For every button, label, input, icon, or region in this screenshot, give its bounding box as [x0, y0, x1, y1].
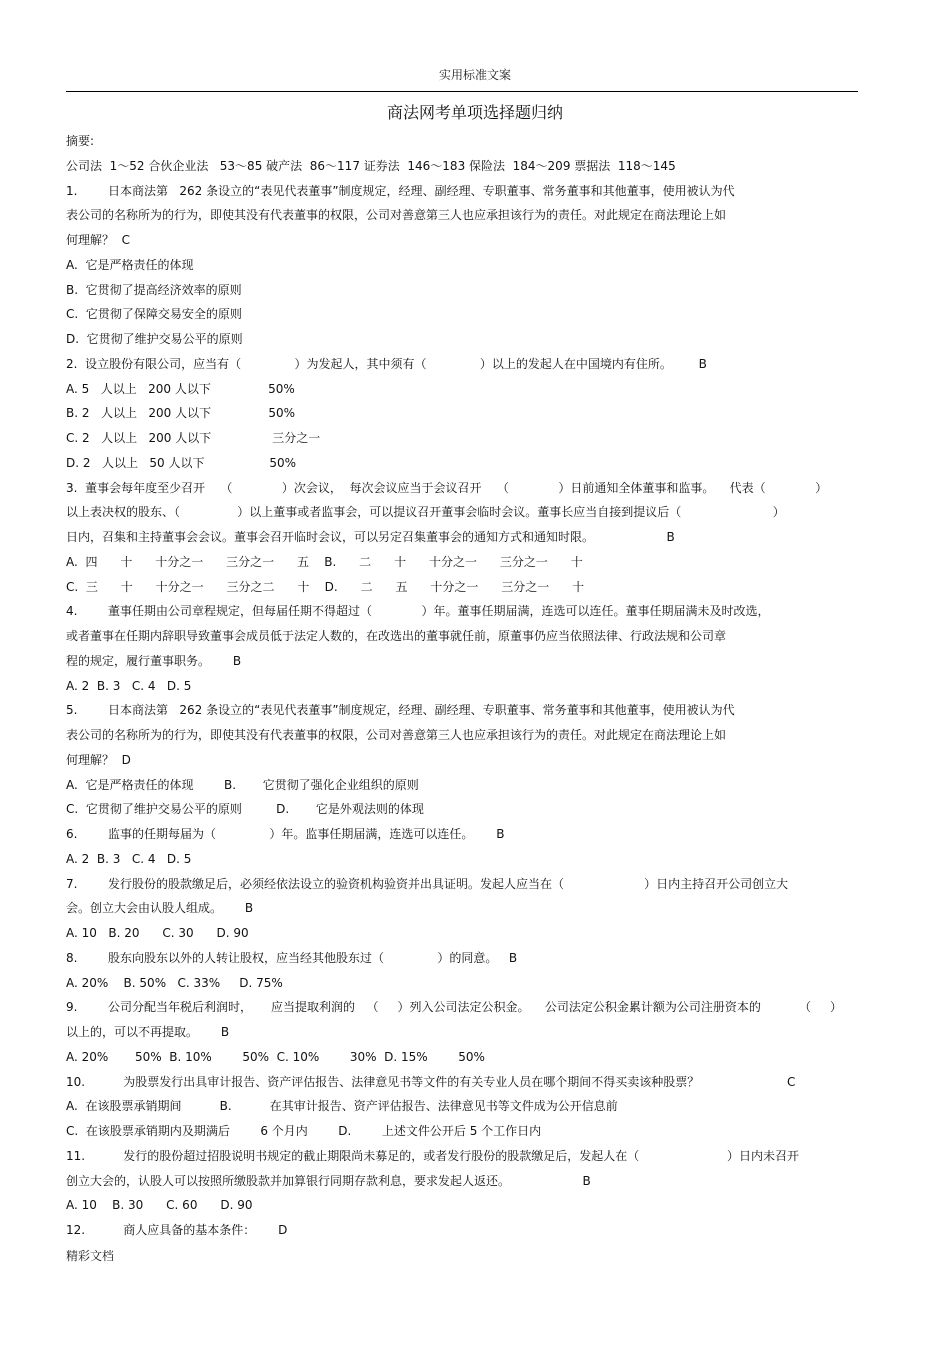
text-line: 表公司的名称所为的行为，即使其没有代表董事的权限，公司对善意第三人也应承担该行为的责任。对此规定在商法理论上如 — [66, 208, 727, 223]
text-line: 8. 股东向股东以外的人转让股权，应当经其他股东过（ ）的同意。 B — [66, 950, 518, 965]
text-line: A. 10 B. 20 C. 30 D. 90 — [66, 926, 249, 940]
text-line: 程的规定，履行董事职务。 B — [66, 653, 242, 668]
text-line: 公司法 1～52 合伙企业法 53～85 破产法 86～117 证券法 146～183 保险法 184～209 票据法 118～145 — [66, 158, 676, 173]
text-line: 11. 发行的股份超过招股说明书规定的截止期限尚未募足的，或者发行股份的股款缴足后，发起人在（ ）日内未召开 — [66, 1148, 799, 1163]
text-line: D. 它贯彻了维护交易公平的原则 — [66, 332, 243, 346]
text-line: B. 它贯彻了提高经济效率的原则 — [66, 282, 242, 297]
text-line: 以上的，可以不再提取。 B — [66, 1025, 230, 1039]
text-line: 以上表决权的股东、（ ）以上董事或者监事会，可以提议召开董事会临时会议。董事长应当自接到提议后（ ） — [66, 505, 785, 520]
text-line: 创立大会的，认股人可以按照所缴股款并加算银行同期存款利息，要求发起人返还。 B — [66, 1173, 591, 1188]
text-line: 9. 公司分配当年税后利润时， 应当提取利润的 （ ）列入公司法定公积金。 公司法定公积金累计额为公司注册资本的 （ ） — [66, 1000, 843, 1015]
running-footer: 精彩文档 — [66, 1249, 115, 1263]
text-line: C. 在该股票承销期内及期满后 6 个月内 D. 上述文件公开后 5 个工作日内 — [66, 1124, 542, 1138]
text-line: A. 2 B. 3 C. 4 D. 5 — [66, 678, 192, 693]
text-line: 10. 为股票发行出具审计报告、资产评估报告、法律意见书等文件的有关专业人员在哪个期间不得买卖该种股票？ C — [66, 1074, 796, 1089]
document-title: 商法网考单项选择题归纳 — [386, 103, 563, 122]
text-line: 何理解？ C — [66, 233, 131, 247]
text-line: A. 10 B. 30 C. 60 D. 90 — [66, 1198, 253, 1213]
text-line: A. 20% B. 50% C. 33% D. 75% — [66, 975, 283, 990]
text-line: A. 2 B. 3 C. 4 D. 5 — [66, 851, 192, 866]
text-line: 12. 商人应具备的基本条件： D — [66, 1223, 288, 1237]
text-line: C. 2 人以上 200 人以下 三分之一 — [66, 431, 321, 445]
text-line: 何理解？ D — [66, 752, 131, 767]
text-line: C. 三 十 十分之一 三分之二 十 D. 二 五 十分之一 三分之一 十 — [66, 579, 585, 594]
text-line: 或者董事在任期内辞职导致董事会成员低于法定人数的，在改选出的董事就任前，原董事仍应当依照法律、行政法规和公司章 — [66, 629, 727, 643]
text-line: A. 四 十 十分之一 三分之一 五 B. 二 十 十分之一 三分之一 十 — [66, 554, 583, 569]
text-line: 1. 日本商法第 262 条设立的“表见代表董事”制度规定，经理、副经理、专职董事、常务董事和其他董事，使用被认为代 — [66, 183, 735, 198]
text-line: 7. 发行股份的股款缴足后，必须经依法设立的验资机构验资并出具证明。发起人应当在（ ）日内主持召开公司创立大 — [66, 876, 789, 891]
text-line: 2. 设立股份有限公司，应当有（ ）为发起人，其中须有（ ）以上的发起人在中国境内有住所。 B — [66, 356, 707, 371]
text-line: C. 它贯彻了维护交易公平的原则 D. 它是外观法则的体现 — [66, 802, 424, 817]
text-line: 3. 董事会每年度至少召开 （ ）次会议， 每次会议应当于会议召开 （ ）日前通知全体董事和监事。 代表（ ） — [66, 480, 828, 495]
text-line: A. 它是严格责任的体现 B. 它贯彻了强化企业组织的原则 — [66, 777, 419, 792]
text-line: A. 它是严格责任的体现 — [66, 257, 194, 272]
text-line: A. 20% 50% B. 10% 50% C. 10% 30% D. 15% 50% — [66, 1049, 485, 1064]
header-rule — [66, 91, 858, 92]
text-line: 日内，召集和主持董事会会议。董事会召开临时会议，可以另定召集董事会的通知方式和通知时限。 B — [66, 530, 675, 544]
text-line: D. 2 人以上 50 人以下 50% — [66, 455, 296, 470]
running-header: 实用标准文案 — [438, 68, 511, 82]
text-line: A. 5 人以上 200 人以下 50% — [66, 381, 295, 396]
text-line: 5. 日本商法第 262 条设立的“表见代表董事”制度规定，经理、副经理、专职董事、常务董事和其他董事，使用被认为代 — [66, 703, 735, 718]
text-line: C. 它贯彻了保障交易安全的原则 — [66, 307, 242, 322]
text-line: B. 2 人以上 200 人以下 50% — [66, 406, 295, 421]
text-line: 4. 董事任期由公司章程规定，但每届任期不得超过（ ）年。董事任期届满，连选可以连任。董事任期届满未及时改选， — [66, 604, 770, 619]
text-line: A. 在该股票承销期间 B. 在其审计报告、资产评估报告、法律意见书等文件成为公开信息前 — [66, 1099, 618, 1114]
text-line: 会。创立大会由认股人组成。 B — [66, 901, 254, 916]
text-line: 摘要: — [66, 134, 95, 148]
text-line: 6. 监事的任期每届为（ ）年。监事任期届满，连选可以连任。 B — [66, 827, 505, 841]
text-line: 表公司的名称所为的行为，即使其没有代表董事的权限，公司对善意第三人也应承担该行为的责任。对此规定在商法理论上如 — [66, 728, 727, 742]
